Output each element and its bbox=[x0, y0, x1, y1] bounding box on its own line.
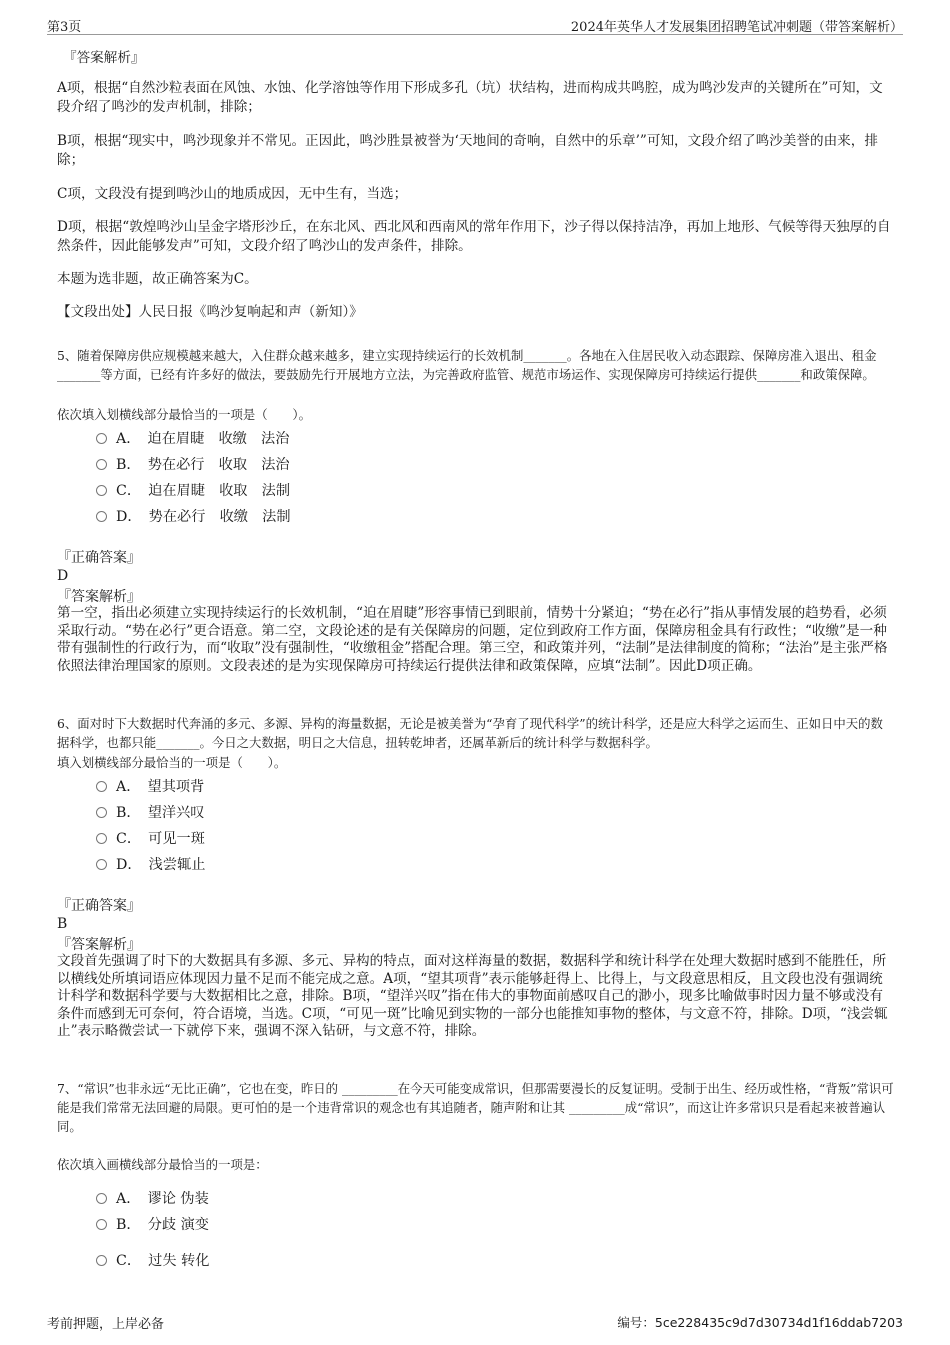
q6-answer: B bbox=[57, 916, 68, 932]
q5-option-c[interactable]: C． 迫在眉睫 收取 法制 bbox=[96, 481, 290, 501]
radio-icon[interactable] bbox=[96, 485, 107, 496]
q4-analysis-b: B项，根据“现实中，鸣沙现象并不常见。正因此，鸣沙胜景被誉为‘天地间的奇响，自然中的乐章’”可知，文段介绍了鸣沙美誉的由来，排除； bbox=[57, 133, 878, 168]
radio-icon[interactable] bbox=[96, 807, 107, 818]
code-value: 5ce228435c9d7d30734d1f16ddab7203 bbox=[654, 1315, 903, 1330]
q6-option-b[interactable]: B． 望洋兴叹 bbox=[96, 803, 204, 823]
q6-option-c[interactable]: C． 可见一斑 bbox=[96, 829, 205, 849]
q4-analysis-d: D项，根据“敦煌鸣沙山呈金字塔形沙丘，在东北风、西北风和西南风的常年作用下，沙子得以保持洁净，再加上地形、气候等得天独厚的自然条件，因此能够发声”可知，文段介绍了鸣沙山的发声条件，排除。 bbox=[57, 219, 891, 254]
q5-answer-label: 『正确答案』 bbox=[57, 550, 141, 566]
page-number: 第3页 bbox=[47, 20, 82, 35]
q6-option-a[interactable]: A． 望其项背 bbox=[96, 777, 204, 797]
q5-option-a[interactable]: A． 迫在眉睫 收缴 法治 bbox=[96, 429, 289, 449]
q6-analysis: 文段首先强调了时下的大数据具有多源、多元、异构的特点，面对这样海量的数据，数据科学和统计科学在处理大数据时感到不能胜任，所以横线处所填词语应体现因力量不足而不能完成之意。A项，“望其项背”表示能够赶得上、比得上，与文段意思相反，且文段也没有强调统计科学和数据科学要与大数据相比之意，排除。B项，“望洋兴叹”指在伟大的事物面前感叹自己的渺小，现多比喻做事时因力量不够或没有条件而感到无可奈何，符合语境，当选。C项，“可见一斑”比喻见到实物的一部分也能推知事物的整体，与文意不符，排除。D项，“浅尝辄止”表示略微尝试一下就停下来，强调不深入钻研，与文意不符，排除。 bbox=[57, 953, 888, 1039]
q6-analysis-label: 『答案解析』 bbox=[57, 937, 141, 953]
q7-stem: 7、“常识”也非永远“无比正确”，它也在变，昨日的 _________在今天可能变成常识，但那需要漫长的反复证明。受制于出生、经历或性格，“背叛”常识可能是我们常常无法回避的局限。更可怕的是一个违背常识的观念也有其追随者，随声附和让其 _________成“常识”，而这让许多常识只是看起来被普遍认同。 bbox=[57, 1081, 894, 1134]
document-code bbox=[617, 1313, 903, 1331]
q5-analysis-label: 『答案解析』 bbox=[57, 589, 141, 605]
radio-icon[interactable] bbox=[96, 1255, 107, 1266]
q5-stem: 5、随着保障房供应规模越来越大，入住群众越来越多，建立实现持续运行的长效机制_______。各地在入住居民收入动态跟踪、保障房准入退出、租金_______等方面，已经有许多好的做法，要鼓励先行开展地方立法，为完善政府监管、规范市场运作、实现保障房可持续运行提供_______和政策保障。 bbox=[57, 348, 877, 382]
radio-icon[interactable] bbox=[96, 433, 107, 444]
q4-source: 【文段出处】人民日报《鸣沙复响起和声（新知）》 bbox=[57, 304, 363, 320]
q4-analysis-a: A项，根据“自然沙粒表面在风蚀、水蚀、化学溶蚀等作用下形成多孔（坑）状结构，进而构成共鸣腔，成为鸣沙发声的关键所在”可知，文段介绍了鸣沙的发声机制，排除； bbox=[57, 80, 883, 115]
page-header bbox=[47, 14, 903, 35]
radio-icon[interactable] bbox=[96, 833, 107, 844]
q7-option-c[interactable]: C． 过失 转化 bbox=[96, 1251, 209, 1271]
q7-option-a[interactable]: A． 谬论 伪装 bbox=[96, 1189, 209, 1209]
q6-option-d[interactable]: D． 浅尝辄止 bbox=[96, 855, 205, 875]
radio-icon[interactable] bbox=[96, 1219, 107, 1230]
q5-prompt: 依次填入划横线部分最恰当的一项是（ ）。 bbox=[57, 407, 312, 422]
q6-answer-label: 『正确答案』 bbox=[57, 898, 141, 914]
radio-icon[interactable] bbox=[96, 511, 107, 522]
q4-analysis-label: 『答案解析』 bbox=[63, 50, 145, 66]
radio-icon[interactable] bbox=[96, 859, 107, 870]
radio-icon[interactable] bbox=[96, 781, 107, 792]
q7-prompt: 依次填入画横线部分最恰当的一项是： bbox=[57, 1157, 268, 1172]
q6-prompt: 填入划横线部分最恰当的一项是（ ）。 bbox=[57, 755, 287, 770]
q5-answer: D bbox=[57, 568, 69, 584]
q6-stem: 6、面对时下大数据时代奔涌的多元、多源、异构的海量数据，无论是被美誉为“孕育了现代科学”的统计科学，还是应大科学之运而生、正如日中天的数据科学，也都只能_______。今日之大数据，明日之大信息，扭转乾坤者，还属革新后的统计科学与数据科学。 bbox=[57, 716, 883, 750]
q4-conclusion: 本题为选非题，故正确答案为C。 bbox=[57, 271, 258, 287]
radio-icon[interactable] bbox=[96, 459, 107, 470]
q7-option-b[interactable]: B． 分歧 演变 bbox=[96, 1215, 209, 1235]
footer-slogan: 考前押题，上岸必备 bbox=[47, 1317, 165, 1332]
document-title: 2024年英华人才发展集团招聘笔试冲刺题（带答案解析） bbox=[570, 20, 903, 35]
code-label: 编号： bbox=[617, 1315, 655, 1330]
q5-analysis: 第一空，指出必须建立实现持续运行的长效机制，“迫在眉睫”形容事情已到眼前，情势十分紧迫；“势在必行”指从事情发展的趋势看，必须采取行动。“势在必行”更合语意。第二空，文段论述的是有关保障房的问题，定位到政府工作方面，保障房租金具有行政性；“收缴”是一种带有强制性的行政行为，而“收取”没有强制性，“收缴租金”搭配合理。第三空，和政策并列，“法制”是法律制度的简称；“法治”是主张严格依照法律治理国家的原则。文段表述的是为实现保障房可持续运行提供法律和政策保障，应填“法制”。因此D项正确。 bbox=[57, 605, 888, 674]
q5-option-b[interactable]: B． 势在必行 收取 法治 bbox=[96, 455, 290, 475]
radio-icon[interactable] bbox=[96, 1193, 107, 1204]
q5-option-d[interactable]: D． 势在必行 收缴 法制 bbox=[96, 507, 291, 527]
q4-analysis-c: C项，文段没有提到鸣沙山的地质成因，无中生有，当选； bbox=[57, 186, 408, 202]
